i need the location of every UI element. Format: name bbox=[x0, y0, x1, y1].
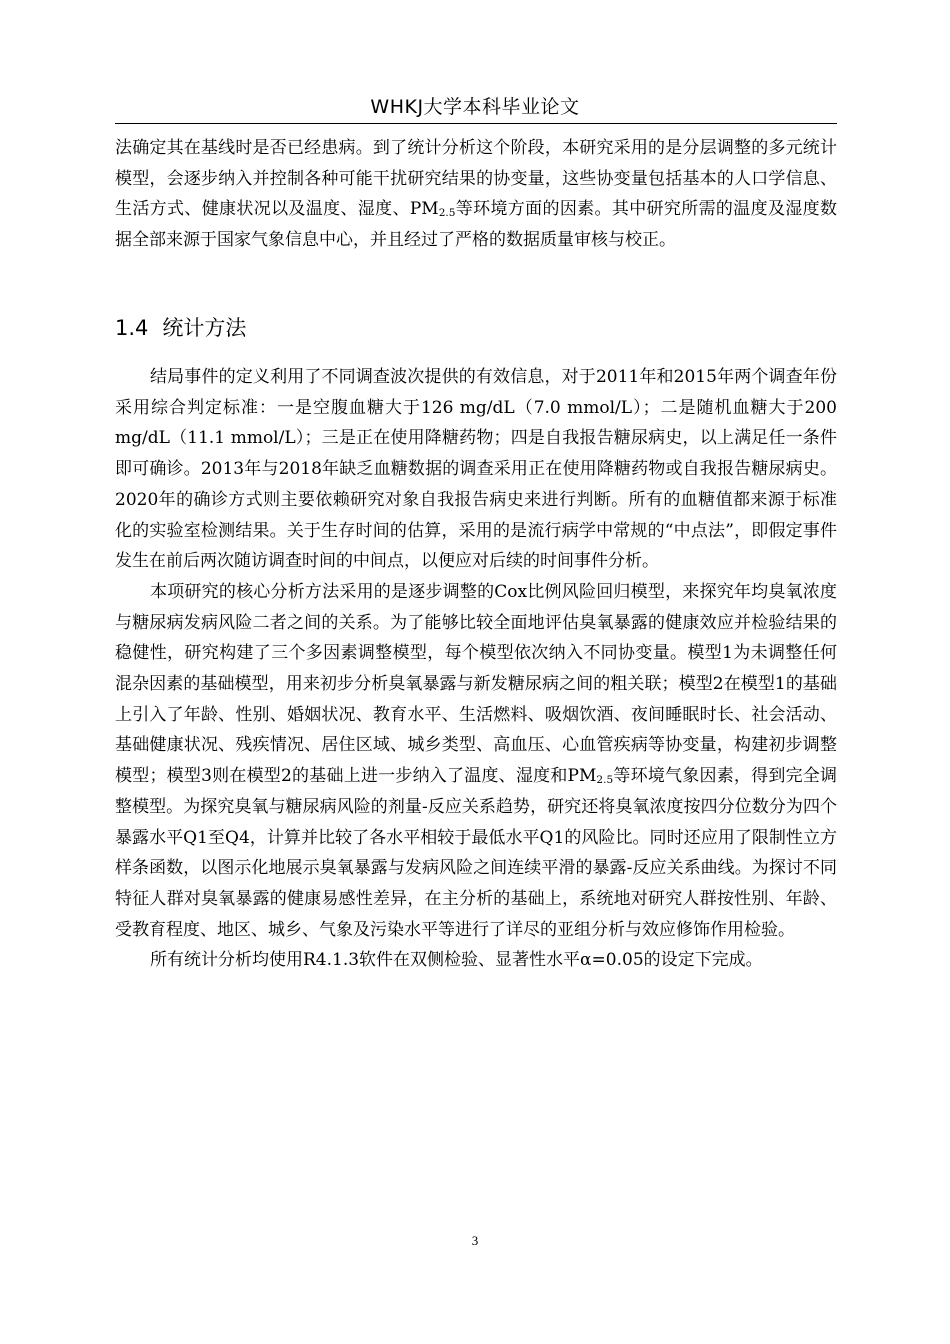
paragraph-continuation bbox=[115, 133, 837, 256]
section-heading bbox=[115, 314, 246, 342]
section-number: 1.4 bbox=[115, 316, 149, 340]
paragraph-text: 本项研究的核心分析方法采用的是逐步调整的Cox比例风险回归模型，来探究年均臭氧浓度与糖尿病发病风险二者之间的关系。为了能够比较全面地评估臭氧暴露的健康效应并检验结果的稳健性，研究构建了三个多因素调整模型，每个模型依次纳入不同协变量。模型1为未调整任何混杂因素的基础模型，用来初步分析臭氧暴露与新发糖尿病之间的粗关联；模型2在模型1的基础上引入了年龄、性别、婚姻状况、教育水平、生活燃料、吸烟饮酒、夜间睡眠时长、社会活动、基础健康状况、残疾情况、居住区域、城乡类型、高血压、心血管疾病等协变量，构建初步调整模型；模型3则在模型2的基础上进一步纳入了温度、湿度和PM bbox=[115, 581, 837, 787]
paragraph-text: 等环境方面的因素。其中研究所需的温度及湿度数据全部来源于国家气象信息中心，并且经过了严格的数据质量审核与校正。 bbox=[115, 199, 837, 251]
paragraph-software: 所有统计分析均使用R4.1.3软件在双侧检验、显著性水平α=0.05的设定下完成。 bbox=[150, 950, 763, 971]
section-body bbox=[115, 362, 837, 976]
header-rule bbox=[115, 123, 837, 124]
page-number: 3 bbox=[471, 1233, 479, 1248]
pm-subscript: 2.5 bbox=[438, 207, 456, 220]
paragraph-outcome-definition: 结局事件的定义利用了不同调查波次提供的有效信息，对于2011年和2015年两个调查年份采用综合判定标准：一是空腹血糖大于126 mg/dL（7.0 mmol/L）；二是随机血糖大于200 mg/dL（11.1 mmol/L）；三是正在使用降糖药物；四是自我报告糖尿病史，以上满足任一条件即可确诊。2013年与2018年缺乏血糖数据的调查采用正在使用降糖药物或自我报告糖尿病史。2020年的确诊方式则主要依赖研究对象自我报告病史来进行判断。所有的血糖值都来源于标准化的实验室检测结果。关于生存时间的估算，采用的是流行病学中常规的“中点法”，即假定事件发生在前后两次随访调查时间的中间点，以便应对后续的时间事件分析。 bbox=[115, 367, 837, 572]
section-title: 统计方法 bbox=[162, 316, 247, 340]
paragraph-text: 等环境气象因素，得到完全调整模型。为探究臭氧与糖尿病风险的剂量-反应关系趋势，研究还将臭氧浓度按四分位数分为四个暴露水平Q1至Q4，计算并比较了各水平相较于最低水平Q1的风险比。同时还应用了限制性立方样条函数，以图示化地展示臭氧暴露与发病风险之间连续平滑的暴露-反应关系曲线。为探讨不同特征人群对臭氧暴露的健康易感性差异，在主分析的基础上，系统地对研究人群按性别、年龄、受教育程度、地区、城乡、气象及污染水平等进行了详尽的亚组分析与效应修饰作用检验。 bbox=[115, 766, 838, 940]
paragraph-analysis-methods bbox=[115, 577, 837, 945]
paragraph-text: 法确定其在基线时是否已经患病。到了统计分析这个阶段，本研究采用的是分层调整的多元统计模型，会逐步纳入并控制各种可能干扰研究结果的协变量，这些协变量包括基本的人口学信息、生活方式、健康状况以及温度、湿度、PM bbox=[115, 138, 837, 220]
page-header bbox=[0, 95, 950, 119]
pm-subscript: 2.5 bbox=[596, 774, 614, 787]
header-title: WHKJ大学本科毕业论文 bbox=[370, 96, 580, 118]
